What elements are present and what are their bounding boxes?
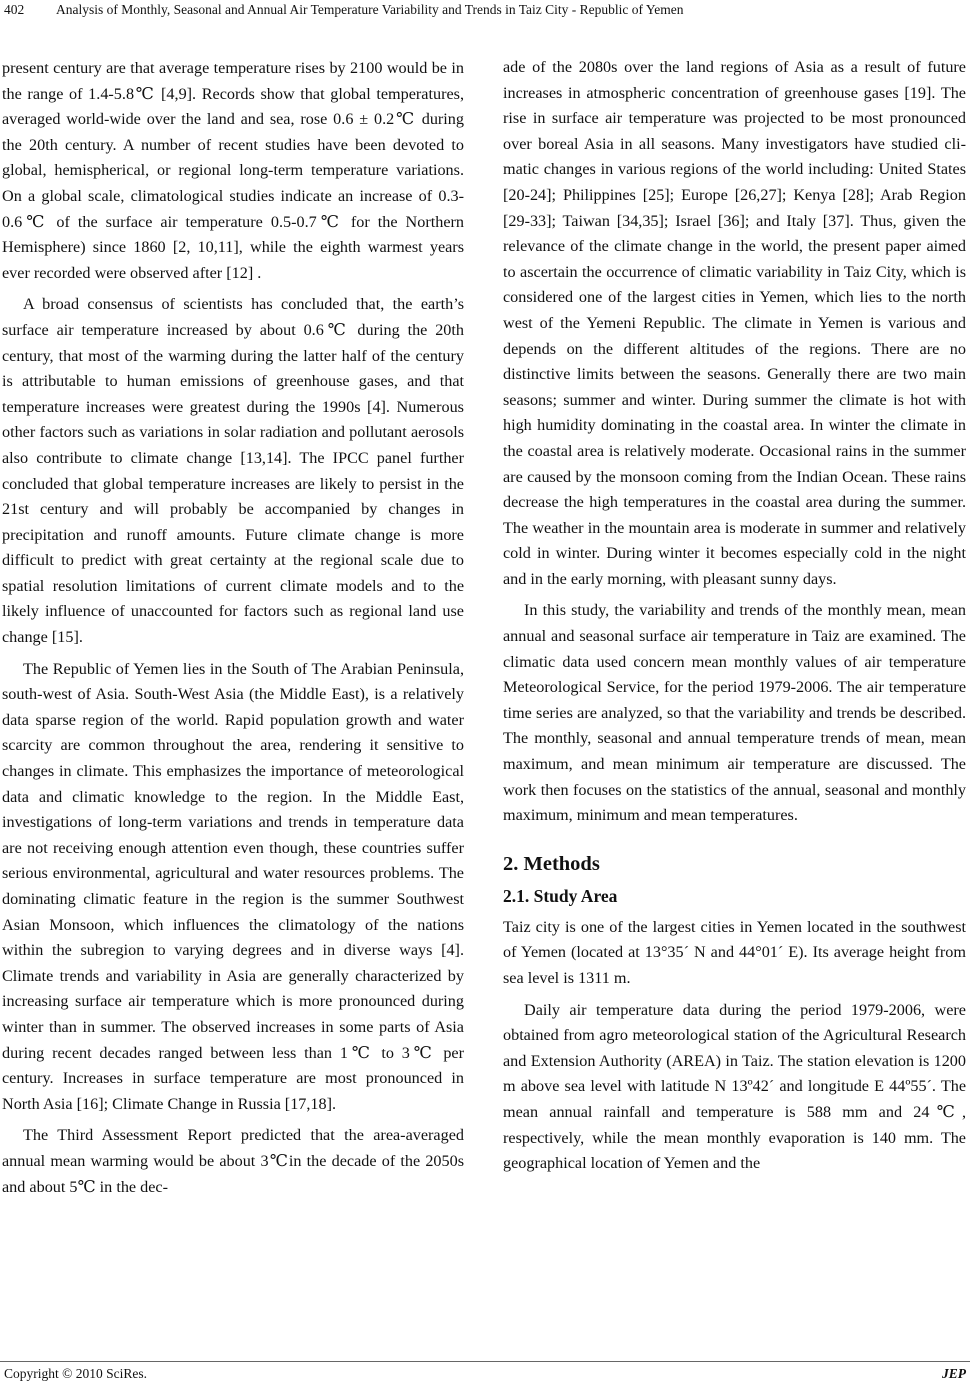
right-column (503, 55, 966, 1177)
page-number: 402 (4, 2, 25, 17)
paragraph: present century are that average temperature rises by 2100 would be in the range of 1.4-5.8℃ [4,9]. Records show that global temperatures, averaged world-wide over the land and sea, rose 0.6 ± 0.2℃ during the 20th century. A number of recent studies have been devoted to global, hemispherical, or regional long-term temperature variations. On a global scale, climatological studies indicate an increase of 0.3-0.6℃ of the surface air temperature 0.5-0.7℃ for the Northern Hemisphere) since 1860 [2, 10,11], while the eighth warmest years ever recorded were observed after [12] . (2, 59, 464, 282)
running-title: Analysis of Monthly, Seasonal and Annual Air Temperature Variability and Trends in Taiz City - Republic of Yemen (56, 2, 684, 17)
subsection-heading: 2.1. Study Area (503, 885, 618, 906)
paragraph: ade of the 2080s over the land regions of Asia as a result of future increases in atmospheric concentration of greenhouse gases [19]. The rise in surface air temperature was projected to be most pronounced over boreal Asia in all seasons. Many investigators have studied climatic changes in various regions of the world including: United States [20-24]; Philippines [25]; Europe [26,27]; Kenya [28]; Arab Region [29-33]; Taiwan [34,35]; Israel [36]; and Italy [37]. Thus, given the relevance of the climate change in the world, the present paper aimed to ascertain the occurrence of climatic variability in Taiz City, which is considered one of the largest cities in Yemen, which lies to the north west of the Yemeni Republic. The climate in Yemen is various and depends on the different altitudes of the regions. There are no distinctive limits between the seasons. Generally there are two main seasons; summer and winter. During summer the climate is hot with high humidity dominating in the coastal area. In winter the climate in the coastal area is relatively moderate. Occasional rains in the summer are caused by the monsoon coming from the Indian Ocean. These rains decrease the high temperatures in the coastal area during the summer. The weather in the mountain area is moderate in summer and relatively cold in winter. During winter it becomes especially cold in the night and in the early morning, with pleasant sunny days. (503, 58, 966, 588)
left-column (2, 56, 464, 1200)
paragraph: The Third Assessment Report predicted that the area-averaged annual mean warming would be about 3℃in the decade of the 2050s and about 5℃ in the dec- (2, 1126, 464, 1196)
page-header (0, 0, 970, 22)
journal-abbrev: JEP (941, 1366, 966, 1381)
paragraph: A broad consensus of scientists has concluded that, the earth’s surface air temperature increased by about 0.6℃ during the 20th century, that most of the warming during the latter half of the century is attributable to human emissions of greenhouse gases, and that temperature increases were greatest during the 1990s [4]. Numerous other factors such as variations in solar radiation and pollutant aerosols also contribute to climate change [13,14]. The IPCC panel further concluded that global temperature increases are likely to persist in the 21st century and will probably be accompanied by changes in precipitation and runoff amounts. Future climate change is more difficult to predict with great certainty at the regional scale due to spatial resolution limitations of current climate models and to the likely influence of unaccounted for factors such as regional land use change [15]. (2, 295, 464, 647)
paragraph: Taiz city is one of the largest cities in Yemen located in the southwest of Yemen (located at 13°35´ N and 44°01´ E). Its average height from sea level is 1311 m. (503, 917, 966, 987)
paragraph: Daily air temperature data during the period 1979-2006, were obtained from agro meteorological station of the Agricultural Research and Extension Authority (AREA) in Taiz. The station elevation is 1200 m above sea level with latitude N 13º42´ and longitude E 44º55´. The mean annual rainfall and temperature is 588 mm and 24℃, respectively, while the mean monthly evaporation is 140 mm. The geographical location of Yemen and the (503, 1000, 966, 1173)
copyright-notice: Copyright © 2010 SciRes. (4, 1366, 148, 1381)
footer-divider (0, 1361, 970, 1362)
paragraph: In this study, the variability and trends of the monthly mean, mean annual and seasonal surface air temperature in Taiz are examined. The climatic data used concern mean monthly values of air temperature Meteorological Service, for the period 1979-2006. The air temperature time series are analyzed, so that the variability and trends be described. The monthly, seasonal and annual temperature trends of mean, mean maximum, and mean minimum air temperature are discussed. The work then focuses on the statistics of the annual, seasonal and monthly maximum, minimum and mean temperatures. (503, 601, 966, 825)
section-heading: 2. Methods (503, 852, 600, 875)
paragraph: The Republic of Yemen lies in the South of The Arabian Peninsula, south-west of Asia. South-West Asia (the Middle East), is a relatively data sparse region of the world. Rapid population growth and water scarcity are common throughout the area, rendering it sensitive to changes in climate. This emphasizes the importance of meteorological data and climatic knowledge to the region. In the Middle East, investigations of long-term variations and trends in temperature data are not receiving enough attention even though, these countries suffer serious environmental, agricultural and water resources problems. The dominating climatic feature in the region is the summer Southwest Asian Monsoon, which influences the climatology of the nations within the subregion to varying degrees and in diverse ways [4]. Climate trends and variability in Asia are generally characterized by increasing surface air temperature which is more pronounced during winter than in summer. The observed increases in some parts of Asia during recent decades ranged between less than 1℃ to 3℃ per century. Increases in surface temperature are most pronounced in North Asia [16]; Climate Change in Russia [17,18]. (2, 659, 464, 1113)
